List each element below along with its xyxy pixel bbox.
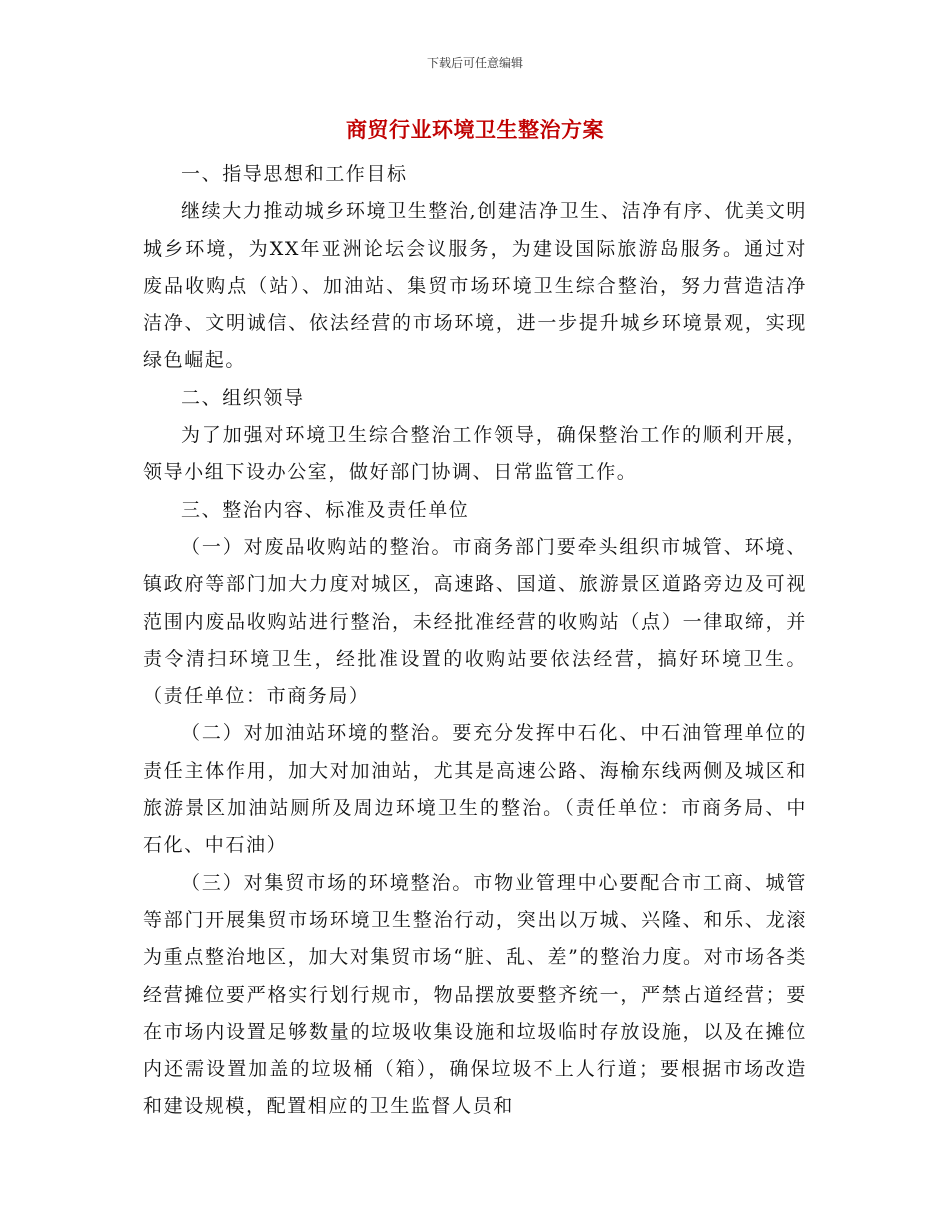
section-heading-1: 一、指导思想和工作目标	[181, 163, 408, 185]
header-note: 下载后可任意编辑	[426, 56, 523, 70]
paragraph-gas-stations: （二）对加油站环境的整治。要充分发挥中石化、中石油管理单位的责任主体作用，加大对加油站，尤其是高速公路、海榆东线两侧及城区和旅游景区加油站厕所及周边环境卫生的整治。（责任单位：市商务局、中石化、中石油）	[143, 722, 807, 857]
paragraph-markets: （三）对集贸市场的环境整治。市物业管理中心要配合市工商、城管等部门开展集贸市场环境卫生整治行动，突出以万城、兴隆、和乐、龙滚为重点整治地区，加大对集贸市场“脏、乱、差”的整治力度。对市场各类经营摊位要严格实行划行规市，物品摆放要整齐统一，严禁占道经营；要在市场内设置足够数量的垃圾收集设施和垃圾临时存放设施，以及在摊位内还需设置加盖的垃圾桶（箱），确保垃圾不上人行道；要根据市场改造和建设规模，配置相应的卫生监督人员和	[143, 871, 807, 1118]
paragraph-recycling-stations: （一）对废品收购站的整治。市商务部门要牵头组织市城管、环境、镇政府等部门加大力度对城区，高速路、国道、旅游景区道路旁边及可视范围内废品收购站进行整治，未经批准经营的收购站（点）一律取缔，并责令清扫环境卫生，经批准设置的收购站要依法经营，搞好环境卫生。（责任单位：市商务局）	[143, 535, 807, 708]
section-heading-2: 二、组织领导	[181, 386, 305, 409]
paragraph-goals: 继续大力推动城乡环境卫生整治,创建洁净卫生、洁净有序、优美文明城乡环境，为XX年亚洲论坛会议服务，为建设国际旅游岛服务。通过对废品收购点（站）、加油站、集贸市场环境卫生综合整治，努力营造洁净洁净、文明诚信、依法经营的市场环境，进一步提升城乡环境景观，实现绿色崛起。	[143, 200, 807, 372]
paragraph-leadership: 为了加强对环境卫生综合整治工作领导，确保整治工作的顺利开展，领导小组下设办公室，做好部门协调、日常监管工作。	[143, 424, 807, 484]
document-body	[143, 156, 807, 1126]
section-heading-3: 三、整治内容、标准及责任单位	[181, 498, 470, 521]
document-title: 商贸行业环境卫生整治方案	[346, 117, 604, 142]
